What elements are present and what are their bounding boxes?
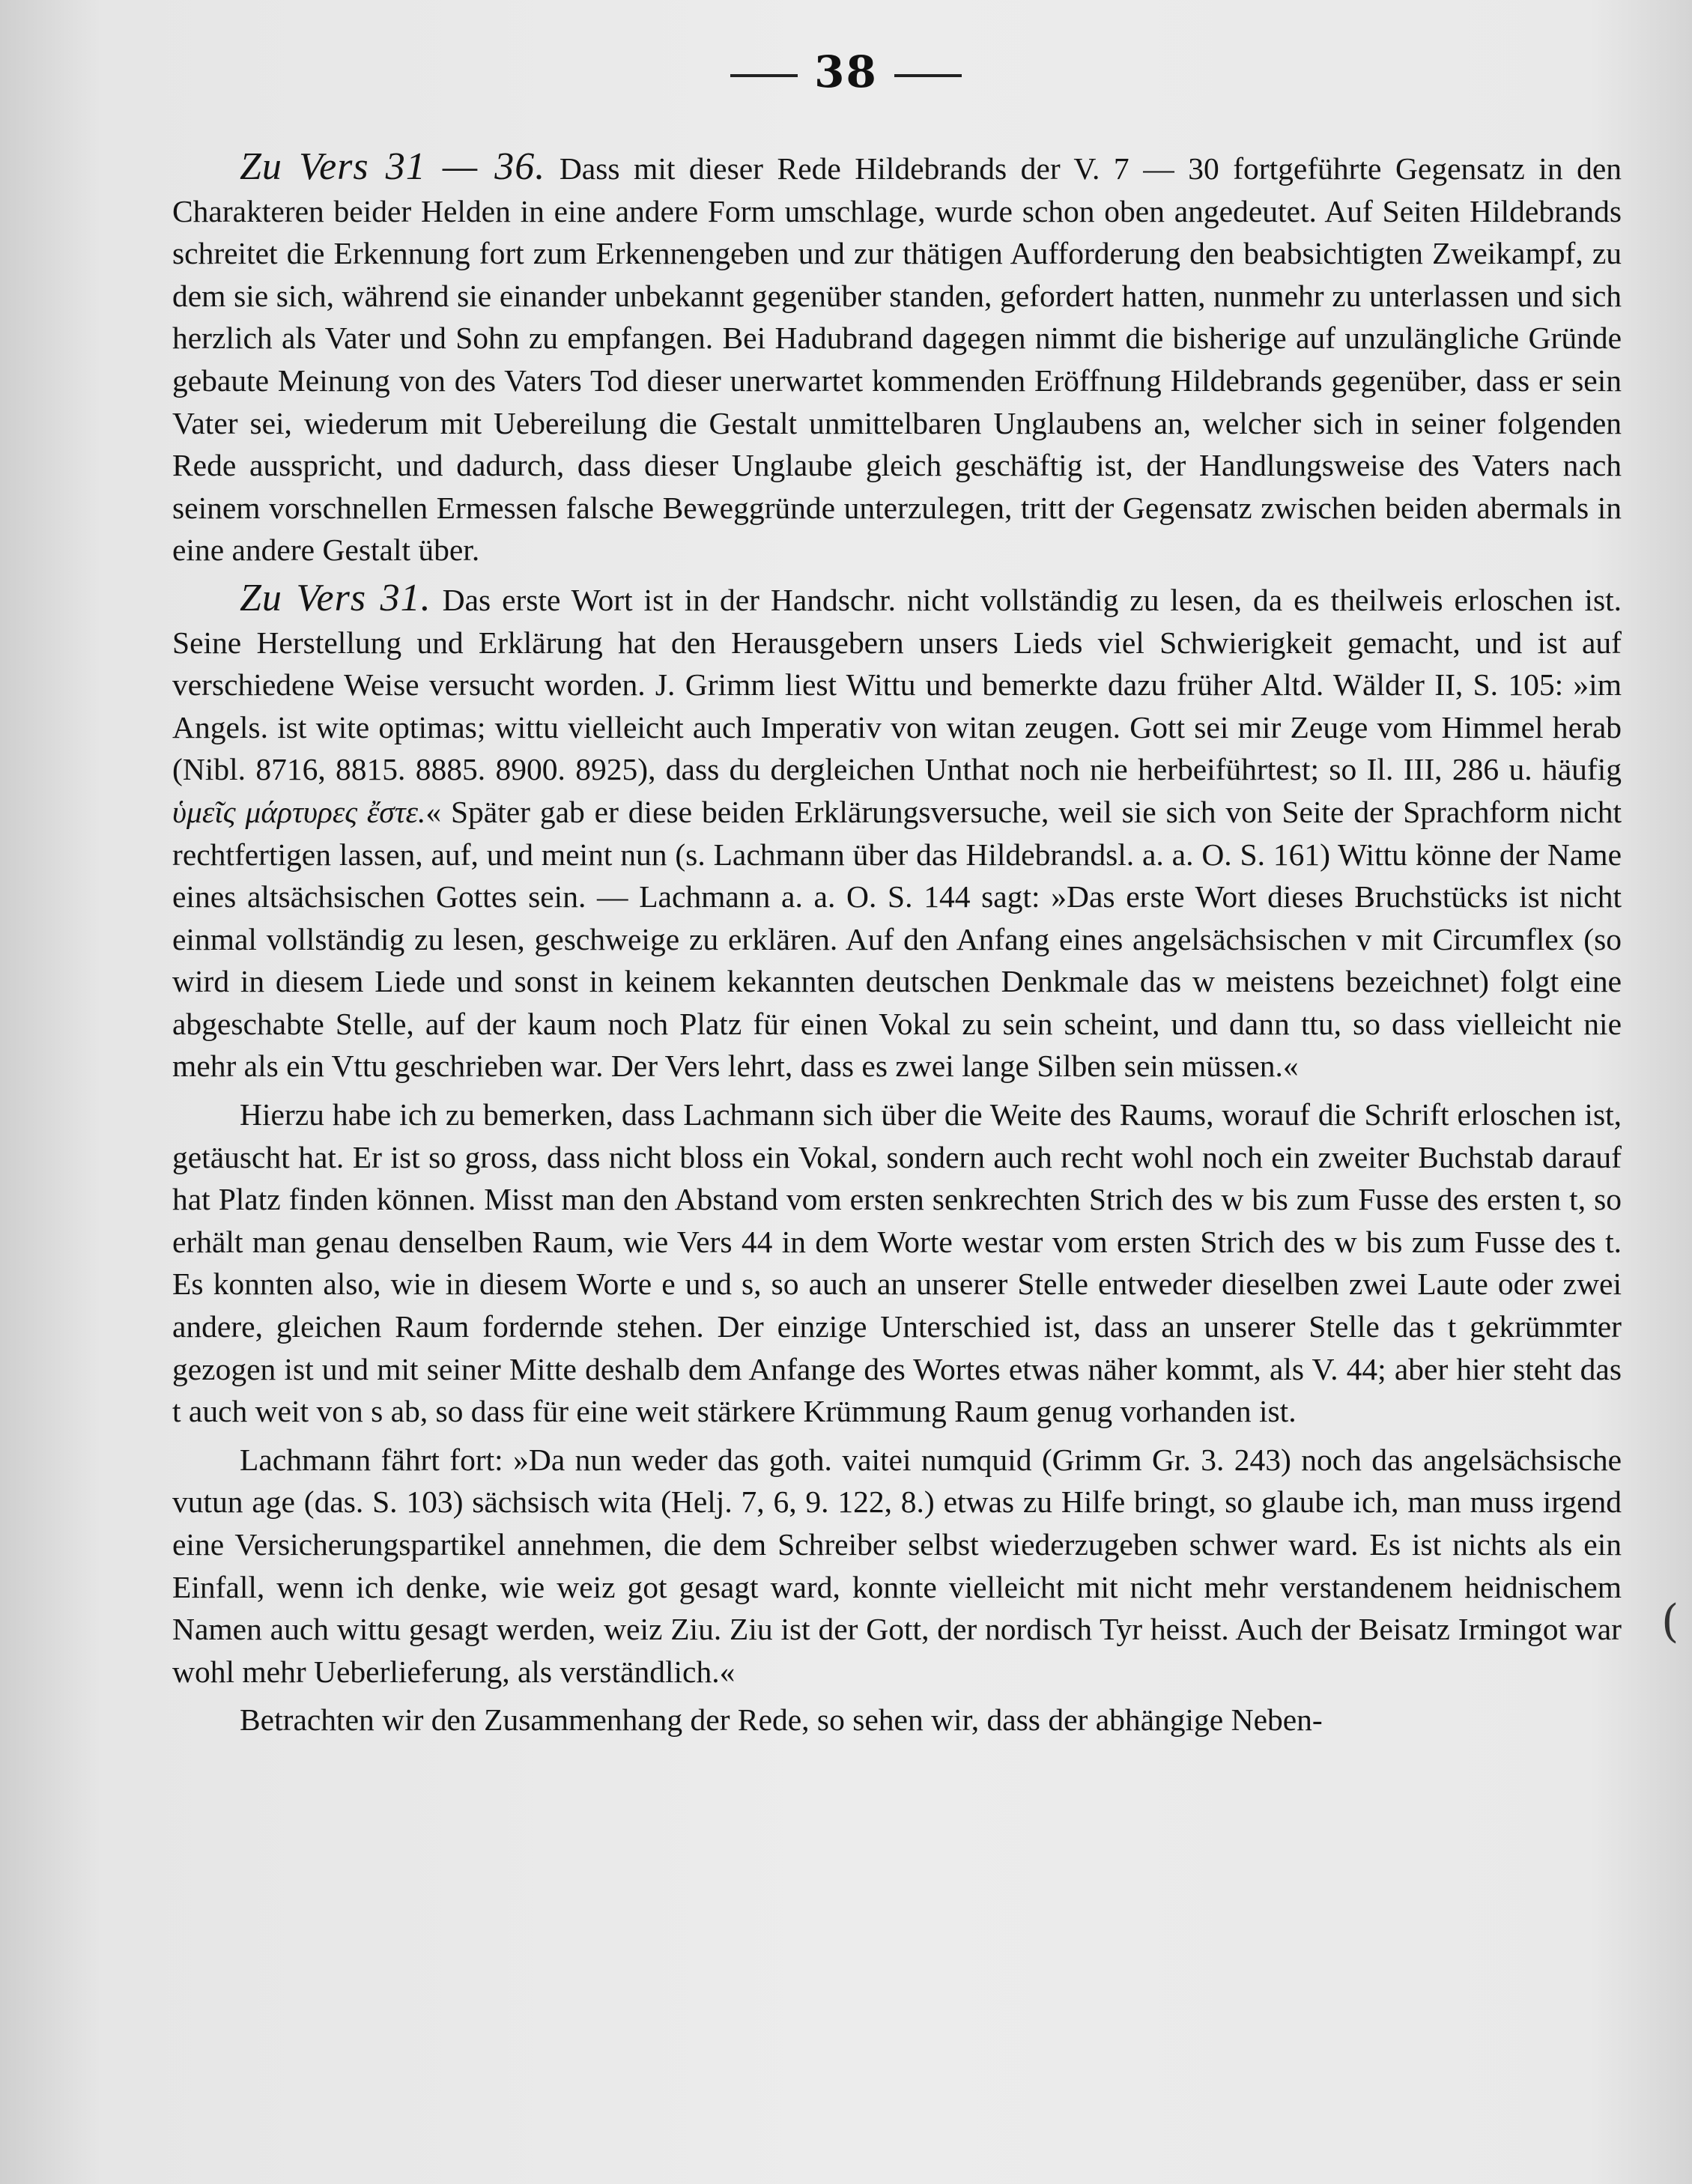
- header-dash-left: [730, 74, 798, 77]
- paragraph-text: « Später gab er diese beiden Erklärungsversuche, weil sie sich von Seite der Sprachform nicht rechtfertigen lassen, auf, und meint nun (s. Lachmann über das Hildebrandsl. a. a. O. S. 161) Wittu könne der Name eines altsächsischen Gottes sein. — Lachmann a. a. O. S. 144 sagt: »Das erste Wort dieses Bruchstücks ist nicht einmal vollständig zu lesen, geschweige zu erklären. Auf den Anfang eines angelsächsischen v mit Circumflex (so wird in diesem Liede und sonst in keinem kekannten deutschen Denkmale das w meistens bezeichnet) folgt eine abgeschabte Stelle, auf der kaum noch Platz für einen Vokal zu sein scheint, und dann ttu, so dass vielleicht nie mehr als ein Vttu geschrieben war. Der Vers lehrt, dass es zwei lange Silben sein müssen.«: [172, 794, 1622, 1084]
- greek-quotation: ὑμεῖς μάρτυρες ἔστε.: [172, 794, 426, 829]
- paragraph: [172, 1093, 1622, 1433]
- page-number: 38: [814, 46, 878, 97]
- paragraph: [172, 1439, 1622, 1693]
- page-header: [0, 46, 1692, 97]
- verse-reference: Zu Vers 31 — 36.: [240, 145, 546, 188]
- paragraph: [172, 577, 1622, 1088]
- body-text: [172, 146, 1622, 1741]
- paragraph: [172, 146, 1622, 571]
- paragraph-text: Lachmann fährt fort: »Da nun weder das goth. vaitei numquid (Grimm Gr. 3. 243) noch das angelsächsische vutun age (das. S. 103) sächsisch wita (Helj. 7, 6, 9. 122, 8.) etwas zu Hilfe bringt, so glaube ich, man muss irgend eine Versicherungspartikel annehmen, die dem Schreiber selbst wiederzugeben schwer ward. Es ist nichts als ein Einfall, wenn ich denke, wie weiz got gesagt ward, konnte vielleicht mit nicht mehr verstandenem heidnischem Namen auch wittu gesagt werden, weiz Ziu. Ziu ist der Gott, der nordisch Tyr heisst. Auch der Beisatz Irmingot war wohl mehr Ueberlieferung, als verständlich.«: [172, 1442, 1622, 1689]
- verse-reference: Zu Vers 31.: [240, 576, 431, 619]
- paragraph: [172, 1699, 1622, 1741]
- paragraph-text: Betrachten wir den Zusammenhang der Rede, so sehen wir, dass der abhängige Neben-: [240, 1702, 1323, 1738]
- paragraph-text: Hierzu habe ich zu bemerken, dass Lachmann sich über die Weite des Raums, worauf die Schrift erloschen ist, getäuscht hat. Er ist so gross, dass nicht bloss ein Vokal, sondern auch recht wohl noch ein zweiter Buchstab darauf hat Platz finden können. Misst man den Abstand vom ersten senkrechten Strich des w bis zum Fusse des ersten t, so erhält man genau denselben Raum, wie Vers 44 in dem Worte westar vom ersten Strich des w bis zum Fusse des t. Es konnten also, wie in diesem Worte e und s, so auch an unserer Stelle entweder dieselben zwei Laute oder zwei andere, gleichen Raum fordernde stehen. Der einzige Unterschied ist, dass an unserer Stelle das t gekrümmter gezogen ist und mit seiner Mitte deshalb dem Anfange des Wortes etwas näher kommt, als V. 44; aber hier steht das t auch weit von s ab, so dass für eine weit stärkere Krümmung Raum genug vorhanden ist.: [172, 1097, 1622, 1429]
- paragraph-text: Dass mit dieser Rede Hildebrands der V. 7 — 30 fortgeführte Gegensatz in den Charakteren beider Helden in eine andere Form umschlage, wurde schon oben angedeutet. Auf Seiten Hildebrands schreitet die Erkennung fort zum Erkennengeben und zur thätigen Aufforderung den beabsichtigten Zweikampf, zu dem sie sich, während sie einander unbekannt gegenüber standen, gefordert hatten, nunmehr zu unterlassen und sich herzlich als Vater und Sohn zu empfangen. Bei Hadubrand dagegen nimmt die bisherige auf unzulängliche Gründe gebaute Meinung von des Vaters Tod dieser unerwartet kommenden Eröffnung Hildebrands gegenüber, dass er sein Vater sei, wiederum mit Uebereilung die Gestalt unmittelbaren Unglaubens an, welcher sich in seiner folgenden Rede ausspricht, und dadurch, dass dieser Unglaube gleich geschäftig ist, der Handlungsweise des Vaters nach seinem vorschnellen Ermessen falsche Beweggründe unterzulegen, tritt der Gegensatz zwischen beiden abermals in eine andere Gestalt über.: [172, 151, 1622, 568]
- margin-bracket-mark: (: [1661, 1595, 1679, 1648]
- header-dash-right: [894, 74, 962, 77]
- paragraph-text: Das erste Wort ist in der Handschr. nicht vollständig zu lesen, da es theilweis erloschen ist. Seine Herstellung und Erklärung hat den Herausgebern unsers Lieds viel Schwierigkeit gemacht, und ist auf verschiedene Weise versucht worden. J. Grimm liest Wittu und bemerkte dazu früher Altd. Wälder II, S. 105: »im Angels. ist wite optimas; wittu vielleicht auch Imperativ von witan zeugen. Gott sei mir Zeuge vom Himmel herab (Nibl. 8716, 8815. 8885. 8900. 8925), dass du dergleichen Unthat noch nie herbeiführtest; so Il. III, 286 u. häufig: [172, 582, 1622, 787]
